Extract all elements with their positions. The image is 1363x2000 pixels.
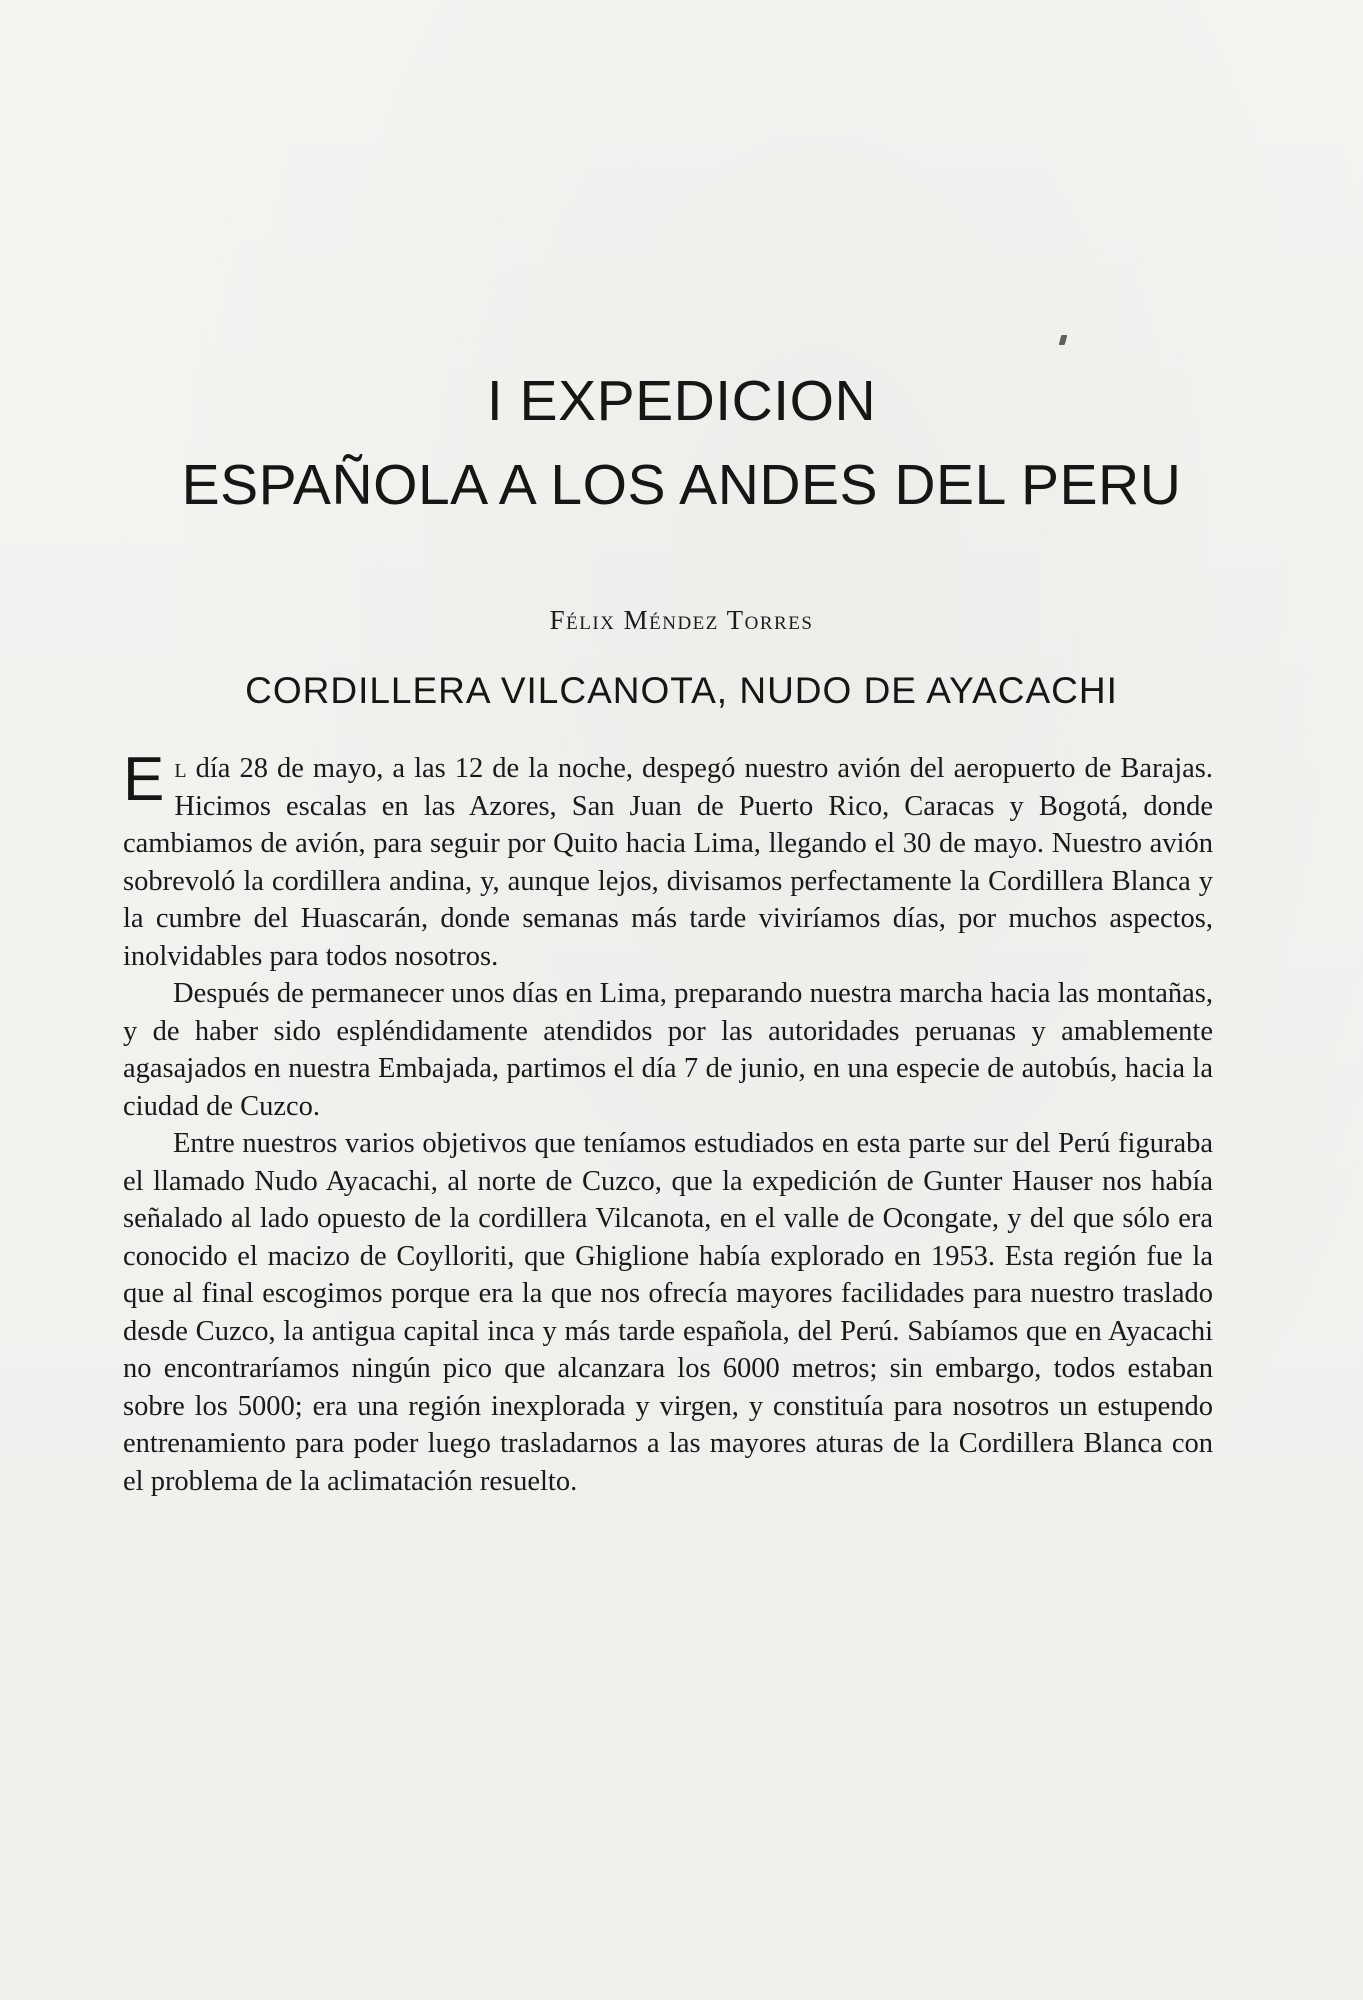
title-line-2: ESPAÑOLA A LOS ANDES DEL PERU (181, 453, 1182, 517)
paragraph-3: Entre nuestros varios objetivos que teníamos estudiados en esta parte sur del Perú figuraba el llamado Nudo Ayacachi, al norte de Cuzco, que la expedición de Gunter Hauser nos había señalado al lado opuesto de la cordillera Vilcanota, en el valle de Ocongate, y del que sólo era conocido el macizo de Coylloriti, que Ghiglione había explorado en 1953. Esta región fue la que al final escogimos porque era la que nos ofrecía mayores facilidades para nuestro traslado desde Cuzco, la antigua capital inca y más tarde española, del Perú. Sabíamos que en Ayacachi no encontraríamos ningún pico que alcanzara los 6000 metros; sin embargo, todos estaban sobre los 5000; era una región inexplorada y virgen, y constituía para nosotros un estupendo entrenamiento para poder luego trasladarnos a las mayores aturas de la Cordillera Blanca con el problema de la aclimatación resuelto. (123, 1128, 1213, 1497)
drop-cap-continuation: l (174, 753, 187, 784)
article-body (123, 745, 1213, 1500)
paragraph-1-text: día 28 de mayo, a las 12 de la noche, despegó nuestro avión del aeropuerto de Barajas. Hicimos escalas en las Azores, San Juan de Puerto Rico, Caracas y Bogotá, donde cambiamos de avión, para seguir por Quito hacia Lima, llegando el 30 de mayo. Nuestro avión sobrevoló la cordillera andina, y, aunque lejos, divisamos perfectamente la Cordillera Blanca y la cumbre del Huascarán, donde semanas más tarde viviríamos días, por muchos aspectos, inolvidables para todos nosotros. (123, 753, 1213, 972)
title-line-1: I EXPEDICION (486, 369, 877, 433)
author-name: Félix Méndez Torres (549, 605, 814, 635)
drop-cap: E (123, 745, 165, 814)
paragraph-2: Después de permanecer unos días en Lima, preparando nuestra marcha hacia las montañas, y de haber sido espléndidamente atendidos por las autoridades peruanas y amablemente agasajados en nuestra Embajada, partimos el día 7 de junio, en una especie de autobús, hacia la ciudad de Cuzco. (123, 978, 1213, 1122)
ink-mark (1059, 335, 1068, 345)
section-heading: CORDILLERA VILCANOTA, NUDO DE AYACACHI (245, 670, 1118, 711)
paragraph-1 (123, 745, 1213, 975)
